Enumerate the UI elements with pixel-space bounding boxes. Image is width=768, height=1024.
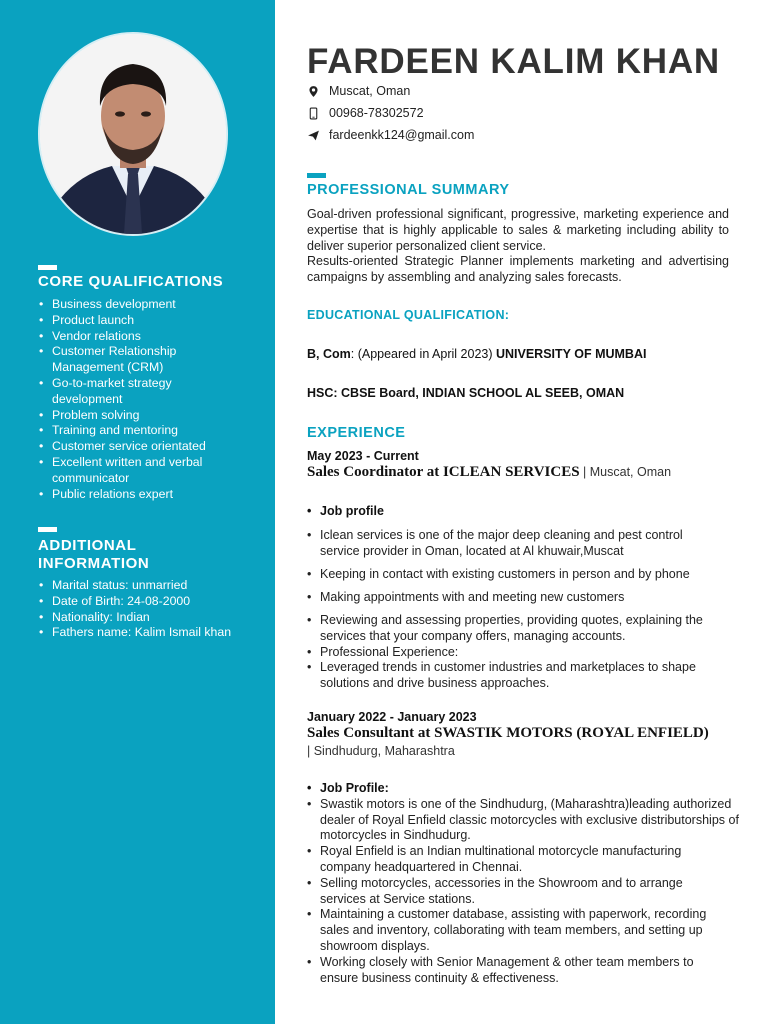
list-item: • Marital status: unmarried bbox=[38, 578, 263, 594]
job1-title: Sales Coordinator at ICLEAN SERVICES bbox=[307, 464, 580, 480]
list-item: • Business development bbox=[38, 297, 263, 313]
hsc-text: HSC: CBSE Board, INDIAN SCHOOL AL SEEB, OMAN bbox=[307, 386, 625, 400]
list-item: • Job profile bbox=[307, 504, 732, 520]
avatar bbox=[40, 34, 226, 234]
education-hsc bbox=[307, 386, 624, 400]
list-item: • Selling motorcycles, accessories in the Showroom and to arrange services at Service stations. bbox=[307, 876, 720, 908]
list-item: • Excellent written and verbal communicator bbox=[38, 455, 222, 487]
contact-email bbox=[307, 128, 474, 142]
core-qualifications-heading: CORE QUALIFICATIONS bbox=[38, 273, 224, 290]
list-item: • Customer Relationship Management (CRM) bbox=[38, 344, 192, 376]
list-item: • Keeping in contact with existing customers in person and by phone bbox=[307, 567, 732, 583]
list-item: • Making appointments with and meeting new customers bbox=[307, 590, 732, 606]
list-item: • Fathers name: Kalim Ismail khan bbox=[38, 625, 263, 641]
job2-location: | Sindhudurg, Maharashtra bbox=[307, 744, 455, 758]
contact-location bbox=[307, 84, 410, 98]
job1-role bbox=[307, 464, 732, 481]
location-text: Muscat, Oman bbox=[329, 84, 411, 98]
education-heading: EDUCATIONAL QUALIFICATION: bbox=[307, 308, 510, 322]
list-item: • Reviewing and assessing properties, providing quotes, explaining the services that your company offers, managing accounts. bbox=[307, 613, 730, 645]
sidebar bbox=[0, 0, 275, 1024]
list-item: • Product launch bbox=[38, 313, 263, 329]
additional-heading-bar bbox=[38, 527, 57, 532]
list-item: • Go-to-market strategy development bbox=[38, 376, 192, 408]
job1-list-d bbox=[307, 613, 732, 692]
summary-paragraph-1: Goal-driven professional significant, progressive, marketing experience and expertise that is highly applicable to sales & marketing including ability to deliver superior personalized client service. bbox=[307, 207, 729, 253]
location-icon bbox=[307, 85, 320, 98]
job2-date: January 2022 - January 2023 bbox=[307, 710, 477, 724]
job1-list-b bbox=[307, 567, 732, 583]
list-item: • Iclean services is one of the major deep cleaning and pest control service provider in Oman, located at Al khuwair,Muscat bbox=[307, 528, 720, 560]
additional-information-list bbox=[38, 578, 263, 641]
summary-paragraph-2: Results-oriented Strategic Planner implements marketing and advertising campaigns by assembling and analyzing sales forecasts. bbox=[307, 254, 729, 284]
email-text[interactable]: fardeenkk124@gmail.com bbox=[329, 128, 475, 142]
experience-heading: EXPERIENCE bbox=[307, 425, 406, 441]
list-item: • Customer service orientated bbox=[38, 439, 263, 455]
core-heading-bar bbox=[38, 265, 57, 270]
bcom-label: B, Com bbox=[307, 347, 351, 361]
list-item: • Maintaining a customer database, assisting with paperwork, recording sales and inventory, collaborating with team members, and setting up showroom displays. bbox=[307, 907, 715, 954]
job1-list-c bbox=[307, 590, 732, 606]
additional-heading-line-2: INFORMATION bbox=[38, 555, 150, 572]
additional-heading-line-1: ADDITIONAL bbox=[38, 537, 137, 554]
job1-location: | Muscat, Oman bbox=[579, 465, 672, 479]
list-item: • Job Profile: bbox=[307, 781, 732, 797]
list-item: • Public relations expert bbox=[38, 487, 263, 503]
profile-photo bbox=[38, 32, 228, 236]
education-bcom bbox=[307, 347, 646, 361]
contact-phone bbox=[307, 106, 424, 120]
additional-information-heading bbox=[38, 537, 149, 573]
list-item: • Leveraged trends in customer industries and marketplaces to shape solutions and drive business approaches. bbox=[307, 660, 740, 692]
bcom-detail: : (Appeared in April 2023) bbox=[350, 347, 496, 361]
job2-title: Sales Consultant at SWASTIK MOTORS (ROYAL ENFIELD) bbox=[307, 725, 709, 741]
list-item: • Problem solving bbox=[38, 408, 263, 424]
job2-role bbox=[307, 725, 732, 742]
page-title: FARDEEN KALIM KHAN bbox=[307, 42, 721, 81]
job1-date: May 2023 - Current bbox=[307, 449, 419, 463]
list-item: • Professional Experience: bbox=[307, 645, 732, 661]
list-item: • Training and mentoring bbox=[38, 423, 263, 439]
list-item: • Royal Enfield is an Indian multinational motorcycle manufacturing company headquartered in Chennai. bbox=[307, 844, 720, 876]
summary-heading-bar bbox=[307, 173, 326, 178]
summary-heading: PROFESSIONAL SUMMARY bbox=[307, 182, 510, 198]
job1-profile-list bbox=[307, 504, 732, 520]
list-item: • Working closely with Senior Management & other team members to ensure business continuity & effectiveness. bbox=[307, 955, 735, 987]
list-item: • Date of Birth: 24-08-2000 bbox=[38, 594, 263, 610]
job1-list-a bbox=[307, 528, 732, 560]
phone-text: 00968-78302572 bbox=[329, 106, 424, 120]
bcom-university: UNIVERSITY OF MUMBAI bbox=[495, 347, 647, 361]
core-qualifications-list bbox=[38, 297, 263, 502]
send-icon bbox=[307, 129, 320, 142]
phone-icon bbox=[307, 107, 320, 120]
list-item: • Swastik motors is one of the Sindhudurg, (Maharashtra)leading authorized dealer of Royal Enfield classic motorcycles with exclusive distributorships of motorcycles in Sindhudurg. bbox=[307, 797, 740, 844]
list-item: • Vendor relations bbox=[38, 329, 263, 345]
list-item: • Nationality: Indian bbox=[38, 610, 263, 626]
job2-list bbox=[307, 781, 739, 986]
